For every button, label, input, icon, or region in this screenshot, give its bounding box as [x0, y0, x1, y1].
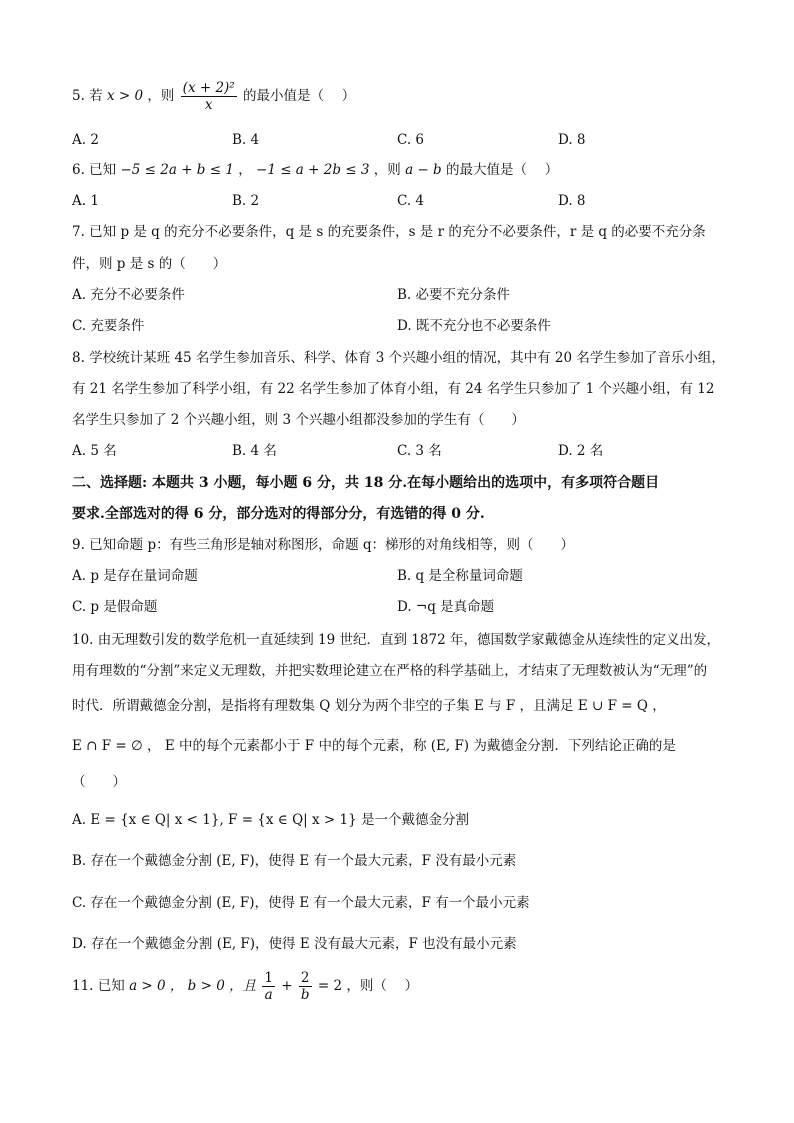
q10-line-3: 时代．所谓戴德金分割，是指将有理数集 Q 划分为两个非空的子集 E 与 F ，且满足 E ∪ F = Q ，	[72, 698, 666, 714]
q7-option-c: C. 充要条件	[72, 318, 145, 334]
q8-line-2: 有 21 名学生参加了科学小组，有 22 名学生参加了体育小组，有 24 名学生只参加了 1 个兴趣小组，有 12	[72, 381, 715, 397]
q11-fraction-2-denominator: b	[300, 987, 310, 1003]
q11-prefix: 11. 已知	[72, 978, 125, 994]
q11-fraction-2	[299, 970, 312, 1003]
q6-option-d: D. 8	[558, 193, 586, 209]
q6-mid: ，则	[373, 162, 401, 178]
q9-option-b: B. q 是全称量词命题	[397, 568, 523, 584]
q11-equation-tail: = 2 ，则（ ）	[317, 978, 419, 994]
q10-option-c: C. 存在一个戴德金分割 (E, F)，使得 E 有一个最大元素，F 有一个最小元素	[72, 895, 530, 911]
q11-fraction-1	[262, 970, 275, 1003]
q6-condition-2: −1 ≤ a + 2b ≤ 3	[256, 162, 370, 178]
q7-line-2: 件，则 p 是 s 的（ ）	[72, 256, 227, 272]
q7-line-1: 7. 已知 p 是 q 的充分不必要条件，q 是 s 的充要条件，s 是 r 的充分不必要条件，r 是 q 的必要不充分条	[72, 224, 706, 240]
q8-option-d: D. 2 名	[558, 443, 604, 459]
q8-option-c: C. 3 名	[397, 443, 442, 459]
q9-line-1: 9. 已知命题 p：有些三角形是轴对称图形，命题 q：梯形的对角线相等，则（ ）	[72, 537, 575, 553]
q6-option-b: B. 2	[232, 193, 260, 209]
q7-option-b: B. 必要不充分条件	[397, 287, 511, 303]
q5-option-d: D. 8	[558, 132, 586, 148]
q5-option-a: A. 2	[72, 132, 99, 148]
q5-prefix: 5. 若	[72, 88, 103, 104]
q5-suffix: 的最小值是（ ）	[243, 88, 356, 104]
q10-line-4: E ∩ F = ∅ ， E 中的每个元素都小于 F 中的每个元素，称 (E, F) 为戴德金分割．下列结论正确的是	[72, 738, 676, 754]
q6-suffix: 的最大值是（ ）	[445, 162, 559, 178]
q10-option-d: D. 存在一个戴德金分割 (E, F)，使得 E 没有最大元素，F 也没有最小元素	[72, 936, 517, 952]
q10-line-2: 用有理数的“分割”来定义无理数，并把实数理论建立在严格的科学基础上，才结束了无理数被认为“无理”的	[72, 663, 708, 679]
q9-option-d: D. ¬q 是真命题	[397, 599, 495, 615]
q10-line-1: 10. 由无理数引发的数学危机一直延续到 19 世纪．直到 1872 年，德国数学家戴德金从连续性的定义出发，	[72, 632, 720, 648]
section-2-heading-line-1: 二、选择题: 本题共 3 小题，每小题 6 分，共 18 分.在每小题给出的选项中，有多项符合题目	[72, 475, 660, 491]
q11-fraction-1-denominator: a	[264, 987, 273, 1003]
q6-option-a: A. 1	[72, 193, 99, 209]
q8-option-b: B. 4 名	[232, 443, 277, 459]
q6-expression: a − b	[405, 162, 442, 178]
q5-option-b: B. 4	[232, 132, 260, 148]
section-2-heading-line-2: 要求.全部选对的得 6 分，部分选对的得部分分，有选错的得 0 分.	[72, 506, 485, 522]
q9-option-a: A. p 是存在量词命题	[72, 568, 198, 584]
q5-comma: ，则	[147, 88, 175, 104]
q5-fraction-denominator: x	[204, 97, 213, 113]
question-11	[72, 970, 732, 1003]
q6-condition-1: −5 ≤ 2a + b ≤ 1	[120, 162, 234, 178]
q10-line-5: （ ）	[72, 774, 126, 790]
question-5	[72, 80, 732, 113]
q9-option-c: C. p 是假命题	[72, 599, 158, 615]
q5-condition: x > 0	[106, 88, 144, 104]
q5-fraction	[181, 80, 237, 113]
q10-option-b: B. 存在一个戴德金分割 (E, F)，使得 E 有一个最大元素，F 没有最小元素	[72, 853, 517, 869]
q8-option-a: A. 5 名	[72, 443, 117, 459]
question-6	[72, 160, 732, 180]
q11-plus: +	[281, 978, 293, 994]
q8-line-3: 名学生只参加了 2 个兴趣小组，则 3 个兴趣小组都没参加的学生有（ ）	[72, 412, 525, 428]
q11-fraction-2-numerator: 2	[299, 970, 312, 987]
q7-option-d: D. 既不充分也不必要条件	[397, 318, 551, 334]
q6-option-c: C. 4	[397, 193, 425, 209]
q11-condition: a > 0 ， b > 0 ，且	[129, 978, 257, 994]
q6-prefix: 6. 已知	[72, 162, 117, 178]
q5-fraction-numerator: (x + 2)²	[182, 80, 235, 96]
q5-option-c: C. 6	[397, 132, 425, 148]
q11-fraction-1-numerator: 1	[264, 970, 273, 986]
q6-separator: ，	[238, 162, 252, 178]
q10-option-a: A. E = {x ∈ Q| x < 1}, F = {x ∈ Q| x > 1} 是一个戴德金分割	[72, 812, 469, 828]
q7-option-a: A. 充分不必要条件	[72, 287, 185, 303]
q8-line-1: 8. 学校统计某班 45 名学生参加音乐、科学、体育 3 个兴趣小组的情况，其中有 20 名学生参加了音乐小组，	[72, 350, 725, 366]
